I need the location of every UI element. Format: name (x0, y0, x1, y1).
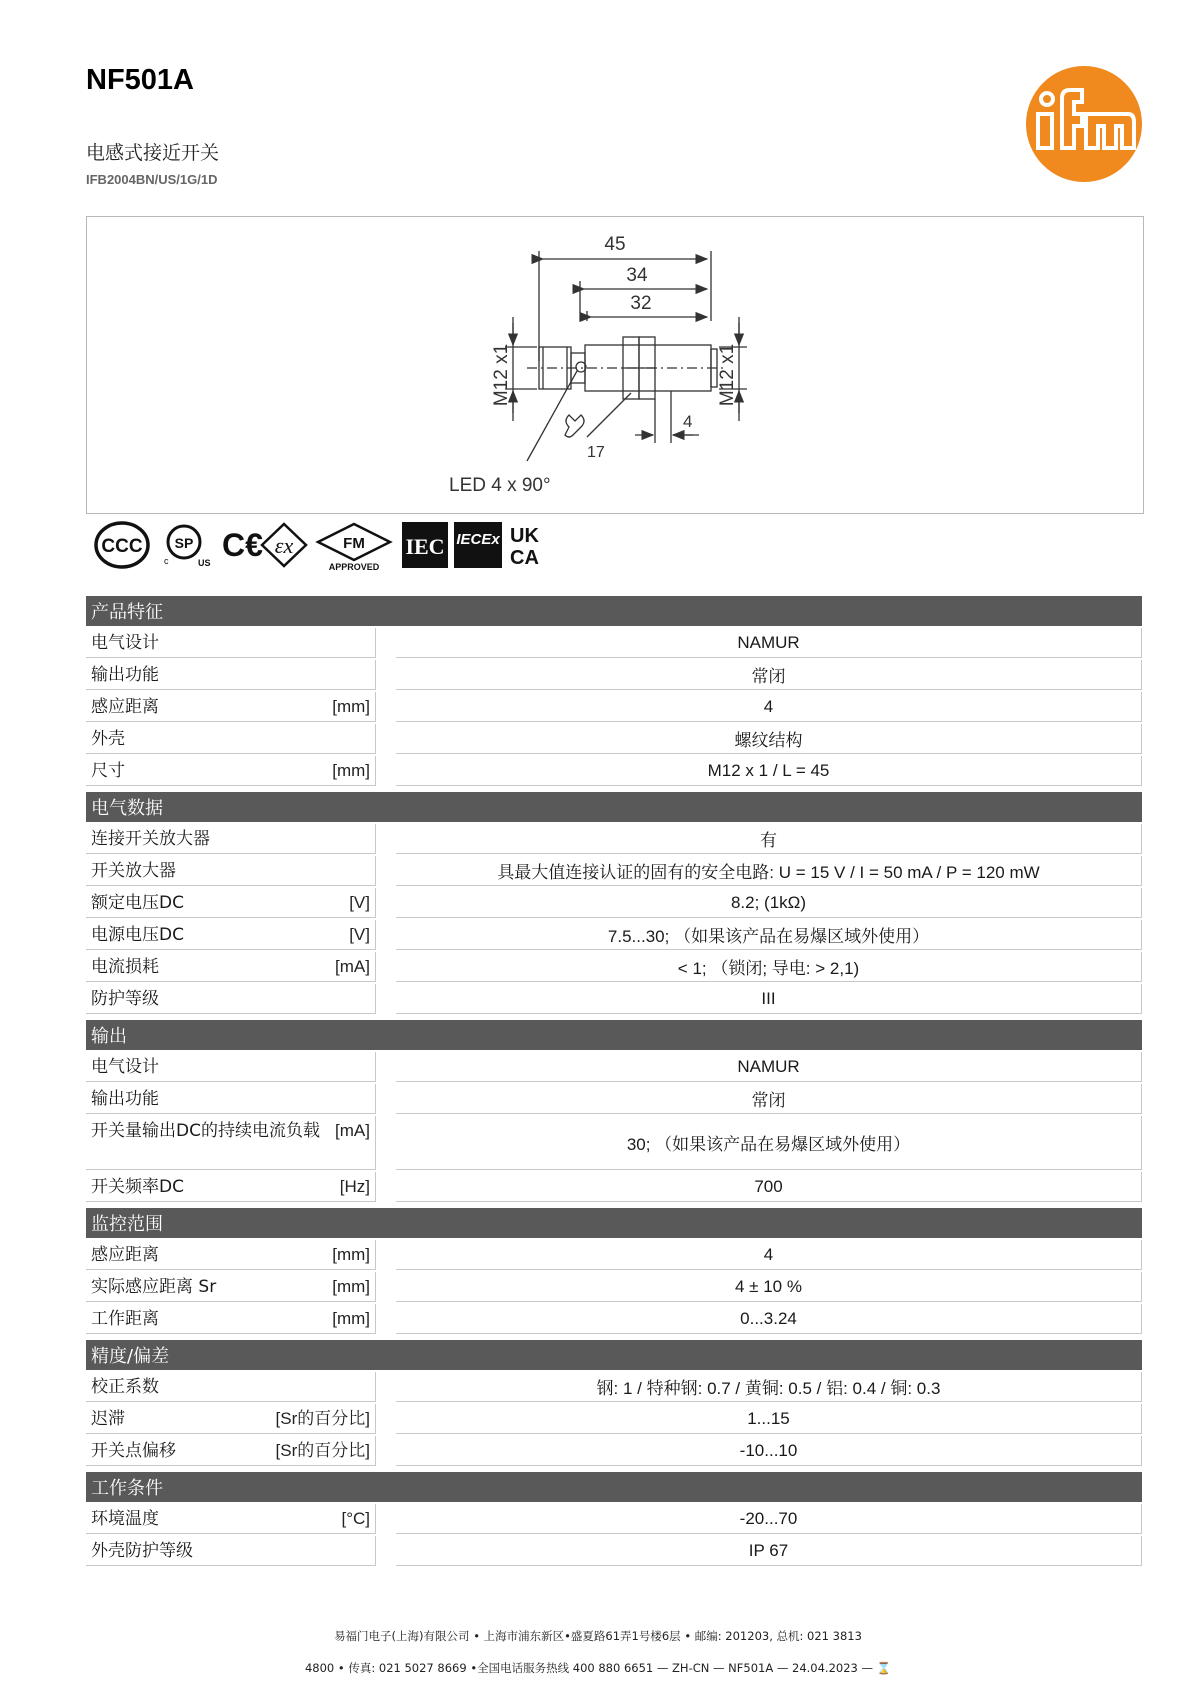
spec-gap (376, 1404, 396, 1436)
csa-mark-icon (164, 526, 211, 568)
spec-gap (376, 724, 396, 756)
svg-text:εx: εx (274, 533, 294, 558)
spec-row (86, 856, 1142, 888)
ifm-logo-graphic (1024, 64, 1144, 184)
spec-row (86, 1404, 1142, 1436)
spec-gap (376, 1084, 396, 1116)
section-header: 输出 (86, 1020, 1142, 1050)
dim-45-label: 45 (604, 234, 626, 255)
spec-unit: [mm] (332, 1245, 370, 1264)
spec-row (86, 756, 1142, 788)
product-title: NF501A (86, 64, 194, 96)
spec-value: 有 (396, 824, 1142, 854)
wrench-size-label: 17 (587, 444, 605, 461)
spec-label: 额定电压DC (91, 893, 184, 913)
spec-label-cell (86, 756, 376, 786)
spec-value: 700 (396, 1172, 1142, 1202)
spec-label: 外壳防护等级 (91, 1541, 193, 1561)
spec-label-cell (86, 1272, 376, 1302)
thread-left-label: M12 x1 (491, 343, 512, 407)
svg-text:APPROVED: APPROVED (328, 562, 380, 572)
spec-gap (376, 756, 396, 788)
spec-unit: [mm] (332, 697, 370, 716)
spec-gap (376, 628, 396, 660)
spec-row (86, 660, 1142, 692)
spec-row (86, 1172, 1142, 1204)
spec-label: 输出功能 (91, 1089, 159, 1109)
svg-text:UK: UK (510, 525, 539, 547)
spec-label: 开关点偏移 (91, 1441, 176, 1461)
spec-value: 7.5...30; （如果该产品在易爆区域外使用） (396, 920, 1142, 950)
spec-gap (376, 984, 396, 1016)
ccc-mark-icon (96, 523, 148, 567)
spec-label: 连接开关放大器 (91, 829, 210, 849)
spec-label-cell (86, 1436, 376, 1466)
spec-gap (376, 856, 396, 888)
svg-text:SP: SP (174, 535, 194, 551)
spec-label-cell (86, 952, 376, 982)
svg-text:CCC: CCC (101, 536, 143, 557)
spec-gap (376, 692, 396, 724)
spec-label-cell (86, 984, 376, 1014)
spec-label: 校正系数 (91, 1377, 159, 1397)
spec-gap (376, 1240, 396, 1272)
spec-label-cell (86, 1404, 376, 1434)
spec-label-cell (86, 1504, 376, 1534)
specification-table (86, 596, 1142, 1568)
section-header: 工作条件 (86, 1472, 1142, 1502)
spec-label: 感应距离 (91, 1245, 159, 1265)
svg-text:C€: C€ (222, 527, 263, 563)
spec-unit: [V] (349, 893, 370, 912)
product-subtitle: 电感式接近开关 (86, 142, 220, 164)
spec-gap (376, 1304, 396, 1336)
thread-right-label: M12 x1 (717, 343, 738, 407)
spec-label-cell (86, 628, 376, 658)
spec-label: 防护等级 (91, 989, 159, 1009)
spec-row (86, 1084, 1142, 1116)
spec-value: 螺纹结构 (396, 724, 1142, 754)
spec-unit: [°C] (341, 1509, 370, 1528)
spec-unit: [Sr的百分比] (275, 1441, 370, 1460)
spec-value: 0...3.24 (396, 1304, 1142, 1334)
spec-unit: [mm] (332, 1277, 370, 1296)
spec-row (86, 888, 1142, 920)
spec-label: 开关量输出DC的持续电流负载 (91, 1121, 320, 1141)
spec-value: 钢: 1 / 特种钢: 0.7 / 黄铜: 0.5 / 铝: 0.4 / 铜: 0.3 (396, 1372, 1142, 1402)
spec-label-cell (86, 1372, 376, 1402)
spec-gap (376, 1436, 396, 1468)
iec-mark-icon (402, 522, 448, 568)
spec-value: M12 x 1 / L = 45 (396, 756, 1142, 786)
spec-unit: [Hz] (339, 1177, 370, 1196)
spec-unit: [mA] (335, 1121, 370, 1140)
svg-text:c: c (164, 556, 169, 566)
spec-value: NAMUR (396, 628, 1142, 658)
spec-value: 具最大值连接认证的固有的安全电路: U = 15 V / I = 50 mA / P = 120 mW (396, 856, 1142, 886)
spec-label-cell (86, 824, 376, 854)
spec-label-cell (86, 1052, 376, 1082)
spec-label: 环境温度 (91, 1509, 159, 1529)
spec-gap (376, 1536, 396, 1568)
spec-gap (376, 824, 396, 856)
dim-4-label: 4 (683, 412, 693, 431)
spec-label: 电源电压DC (91, 925, 184, 945)
spec-label: 电气设计 (91, 1057, 159, 1077)
spec-label: 工作距离 (91, 1309, 159, 1329)
spec-row (86, 1304, 1142, 1336)
spec-gap (376, 1272, 396, 1304)
spec-value: IP 67 (396, 1536, 1142, 1566)
sensor-drawing-svg (87, 217, 1143, 513)
certification-marks (92, 518, 612, 572)
spec-label: 迟滞 (91, 1409, 125, 1429)
iecex-mark-icon (454, 522, 502, 568)
spec-label-cell (86, 856, 376, 886)
spec-label: 开关放大器 (91, 861, 176, 881)
svg-text:FM: FM (343, 535, 365, 552)
section-header: 监控范围 (86, 1208, 1142, 1238)
spec-row (86, 952, 1142, 984)
spec-unit: [mA] (335, 957, 370, 976)
spec-label-cell (86, 1172, 376, 1202)
spec-row (86, 984, 1142, 1016)
spec-value: -10...10 (396, 1436, 1142, 1466)
spec-row (86, 1052, 1142, 1084)
section-header: 产品特征 (86, 596, 1142, 626)
spec-row (86, 724, 1142, 756)
spec-value: 8.2; (1kΩ) (396, 888, 1142, 918)
spec-label-cell (86, 692, 376, 722)
certification-icons (92, 518, 612, 572)
spec-row (86, 1504, 1142, 1536)
svg-text:US: US (198, 558, 211, 568)
spec-gap (376, 888, 396, 920)
spec-gap (376, 1116, 396, 1172)
spec-label: 尺寸 (91, 761, 125, 781)
spec-label-cell (86, 888, 376, 918)
section-header: 电气数据 (86, 792, 1142, 822)
spec-value: 4 (396, 692, 1142, 722)
spec-row (86, 692, 1142, 724)
spec-value: -20...70 (396, 1504, 1142, 1534)
spec-gap (376, 1372, 396, 1404)
spec-gap (376, 660, 396, 692)
led-label: LED 4 x 90° (449, 475, 551, 496)
spec-value: III (396, 984, 1142, 1014)
spec-value: 4 (396, 1240, 1142, 1270)
svg-text:IEC: IEC (405, 534, 445, 559)
spec-value: < 1; （锁闭; 导电: > 2,1) (396, 952, 1142, 982)
footer-line-1: 易福门电子(上海)有限公司 • 上海市浦东新区•盛夏路61弄1号楼6层 • 邮编: 201203, 总机: 021 3813 (334, 1629, 862, 1643)
spec-gap (376, 1172, 396, 1204)
spec-value: 常闭 (396, 1084, 1142, 1114)
spec-unit: [mm] (332, 1309, 370, 1328)
spec-unit: [mm] (332, 761, 370, 780)
spec-value: 常闭 (396, 660, 1142, 690)
svg-text:IECEx: IECEx (456, 531, 500, 548)
fm-approved-mark-icon (318, 524, 390, 572)
spec-gap (376, 920, 396, 952)
spec-row (86, 1372, 1142, 1404)
ifm-logo (1024, 64, 1144, 184)
spec-row (86, 1536, 1142, 1568)
dimension-drawing (86, 216, 1144, 514)
spec-gap (376, 1504, 396, 1536)
spec-row (86, 824, 1142, 856)
spec-label-cell (86, 920, 376, 950)
spec-unit: [V] (349, 925, 370, 944)
spec-label-cell (86, 1536, 376, 1566)
spec-row (86, 1240, 1142, 1272)
spec-gap (376, 1052, 396, 1084)
spec-label: 电流损耗 (91, 957, 159, 977)
spec-label-cell (86, 660, 376, 690)
spec-gap (376, 952, 396, 984)
spec-row (86, 628, 1142, 660)
ukca-mark-icon (510, 525, 539, 569)
svg-text:CA: CA (510, 547, 539, 569)
spec-label: 实际感应距离 Sr (91, 1277, 217, 1297)
dim-34-label: 34 (626, 265, 648, 286)
dim-32-label: 32 (630, 293, 652, 314)
spec-row (86, 1116, 1142, 1172)
spec-label: 电气设计 (91, 633, 159, 653)
spec-label: 开关频率DC (91, 1177, 184, 1197)
spec-row (86, 1272, 1142, 1304)
spec-unit: [Sr的百分比] (275, 1409, 370, 1428)
spec-value: 4 ± 10 % (396, 1272, 1142, 1302)
spec-label: 输出功能 (91, 665, 159, 685)
spec-label-cell (86, 1240, 376, 1270)
spec-label-cell (86, 724, 376, 754)
spec-value: 1...15 (396, 1404, 1142, 1434)
spec-label-cell (86, 1116, 376, 1170)
spec-label-cell (86, 1084, 376, 1114)
spec-row (86, 920, 1142, 952)
article-number: IFB2004BN/US/1G/1D (86, 172, 218, 187)
section-header: 精度/偏差 (86, 1340, 1142, 1370)
footer-line-2: 4800 • 传真: 021 5027 8669 •全国电话服务热线 400 880 6651 — ZH-CN — NF501A — 24.04.2023 — ⌛ (304, 1661, 891, 1675)
spec-value: 30; （如果该产品在易爆区域外使用） (396, 1116, 1142, 1170)
spec-value: NAMUR (396, 1052, 1142, 1082)
spec-label-cell (86, 1304, 376, 1334)
ex-mark-icon (262, 524, 306, 566)
ce-mark-icon (222, 527, 263, 563)
spec-row (86, 1436, 1142, 1468)
spec-label: 感应距离 (91, 697, 159, 717)
spec-label: 外壳 (91, 729, 125, 749)
